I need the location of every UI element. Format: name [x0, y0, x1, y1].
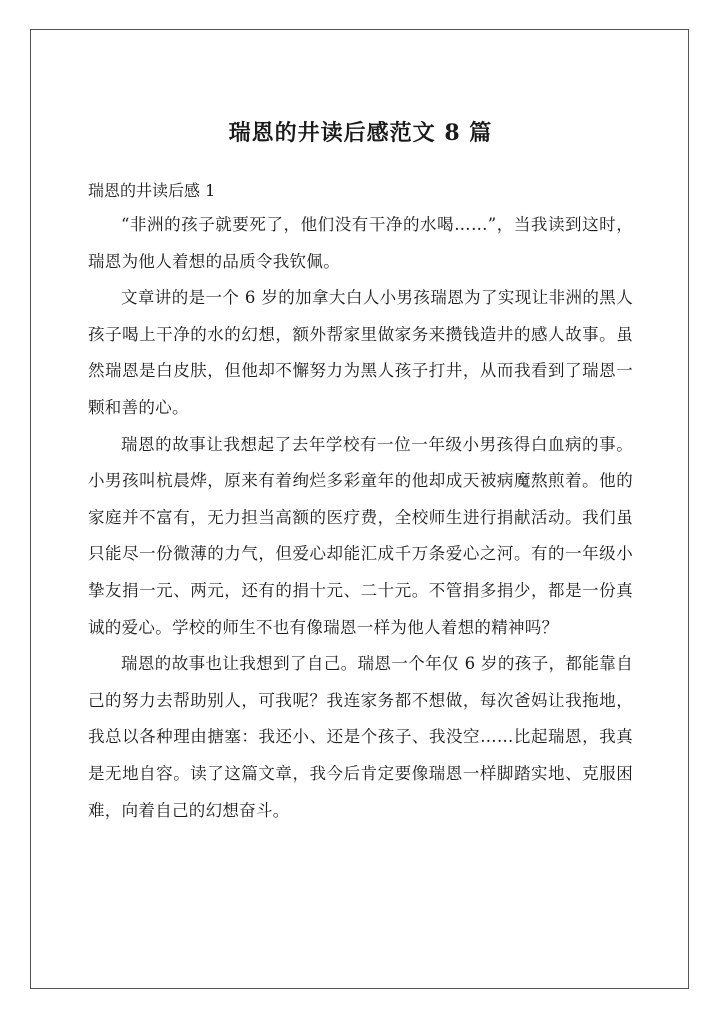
paragraph-2: 文章讲的是一个 6 岁的加拿大白人小男孩瑞恩为了实现让非洲的黑人孩子喝上干净的水的幻想，额外帮家里做家务来攒钱造井的感人故事。虽然瑞恩是白皮肤，但他却不懈努力为黑人孩子打井，从而我看到了瑞恩一颗和善的心。: [88, 288, 633, 417]
section-heading: 瑞恩的井读后感 1: [88, 181, 216, 200]
paragraph-4: 瑞恩的故事也让我想到了自己。瑞恩一个年仅 6 岁的孩子，都能靠自己的努力去帮助别人，可我呢？我连家务都不想做，每次爸妈让我拖地，我总以各种理由搪塞：我还小、还是个孩子、我没空……比起瑞恩，我真是无地自容。读了这篇文章，我今后肯定要像瑞恩一样脚踏实地、克服困难，向着自己的幻想奋斗。: [88, 654, 633, 820]
document-body: [88, 115, 633, 829]
paragraph-3: 瑞恩的故事让我想起了去年学校有一位一年级小男孩得白血病的事。小男孩叫杭晨烨，原来有着绚烂多彩童年的他却成天被病魔熬煎着。他的家庭并不富有，无力担当高额的医疗费，全校师生进行捐献活动。我们虽只能尽一份微薄的力气，但爱心却能汇成千万条爱心之河。有的一年级小挚友捐一元、两元，还有的捐十元、二十元。不管捐多捐少，都是一份真诚的爱心。学校的师生不也有像瑞恩一样为他人着想的精神吗？: [88, 434, 633, 637]
document-title: 瑞恩的井读后感范文 8 篇: [228, 120, 493, 146]
paragraph-1: “非洲的孩子就要死了，他们没有干净的水喝……”，当我读到这时，瑞恩为他人着想的品质令我钦佩。: [88, 215, 633, 271]
